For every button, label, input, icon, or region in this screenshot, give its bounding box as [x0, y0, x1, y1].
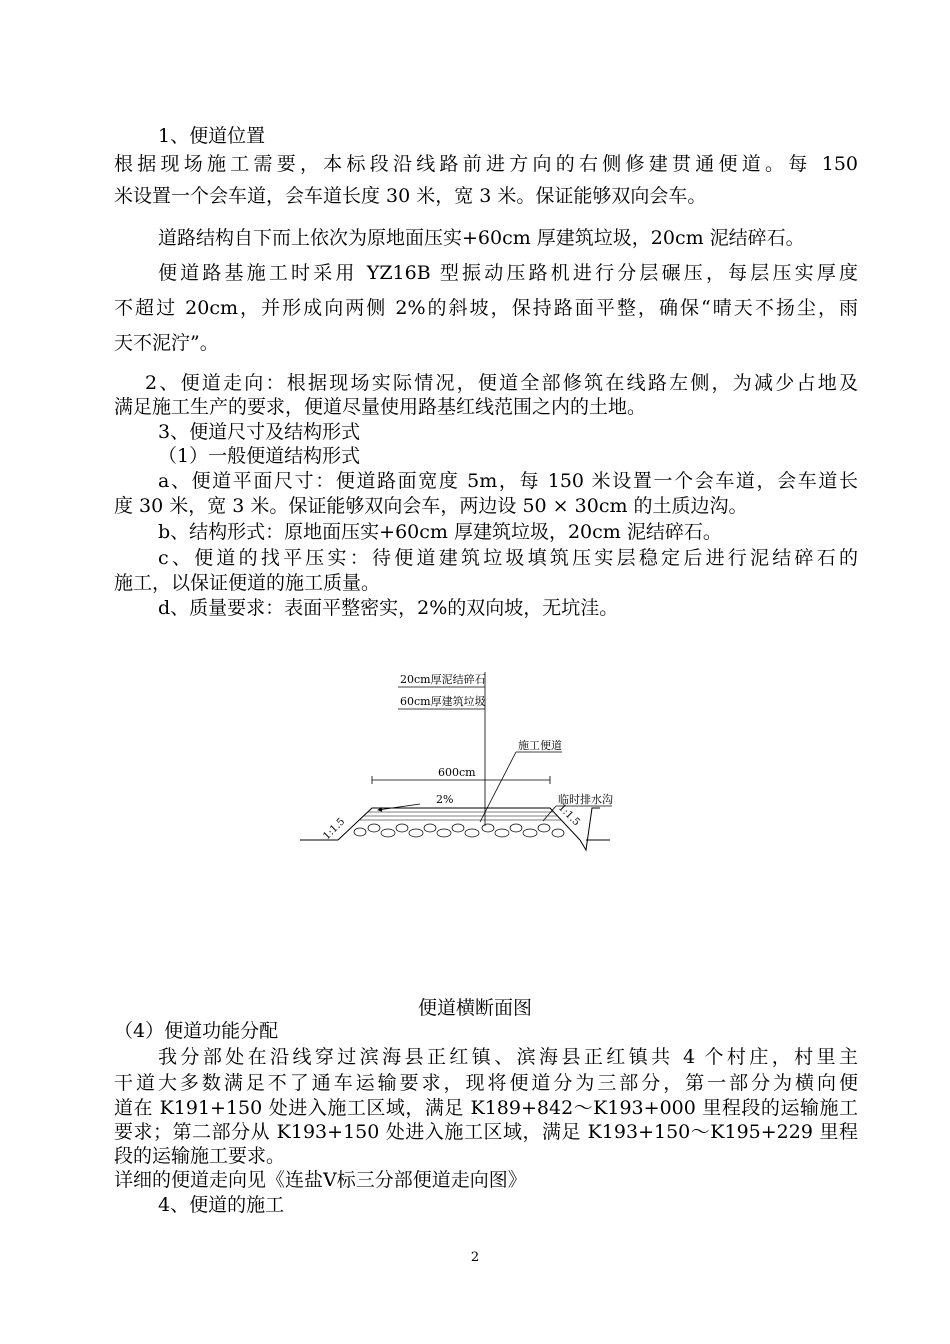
section-1-paragraph-1-line-2: 米设置一个会车道，会车道长度 30 米，宽 3 米。保证能够双向会车。 — [114, 185, 707, 207]
section-1-paragraph-3-line-1: 便道路基施工时采用 YZ16B 型振动压路机进行分层碾压，每层压实厚度 — [158, 262, 858, 284]
label-construction-road: 施工便道 — [518, 739, 562, 752]
item-a-line-1: a、便道平面尺寸：便道路面宽度 5m，每 150 米设置一个会车道，会车道长 — [158, 470, 858, 492]
section-4-line-5: 段的运输施工要求。 — [114, 1145, 286, 1167]
section-1-heading: 1、便道位置 — [158, 125, 266, 147]
label-20cm-gravel: 20cm厚泥结碎石 — [400, 673, 486, 686]
item-c-line-1: c、便道的找平压实：待便道建筑垃圾填筑压实层稳定后进行泥结碎石的 — [158, 547, 858, 569]
ditch-right — [580, 808, 600, 850]
slope-arrow — [378, 804, 420, 810]
label-temporary-ditch: 临时排水沟 — [558, 793, 613, 806]
debris-fill — [354, 824, 564, 837]
label-side-slope-right: 1:1.5 — [555, 802, 582, 829]
section-4-line-1: 我分部处在沿线穿过滨海县正红镇、滨海县正红镇共 4 个村庄，村里主 — [158, 1046, 858, 1068]
section-1-paragraph-3-line-3: 天不泥泞”。 — [114, 332, 219, 354]
road-cross-section-diagram — [296, 662, 616, 862]
page-number: 2 — [470, 1250, 480, 1265]
section-4-line-3: 道在 K191+150 处进入施工区域，满足 K189+842～K193+000 里程段的运输施工 — [114, 1097, 858, 1119]
item-b: b、结构形式：原地面压实+60cm 厚建筑垃圾，20cm 泥结碎石。 — [158, 521, 722, 543]
item-c-line-2: 施工，以保证便道的施工质量。 — [114, 572, 381, 594]
label-slope-2pct: 2% — [436, 793, 454, 806]
label-width-600cm: 600cm — [438, 766, 476, 779]
section-2-line-2: 满足施工生产的要求，便道尽量使用路基红线范围之内的土地。 — [114, 396, 647, 418]
section-1-paragraph-2: 道路结构自下而上依次为原地面压实+60cm 厚建筑垃圾，20cm 泥结碎石。 — [158, 227, 805, 249]
section-4b-heading: 4、便道的施工 — [158, 1194, 285, 1216]
section-1-paragraph-1-line-1: 根据现场施工需要，本标段沿线路前进方向的右侧修建贯通便道。每 150 — [114, 153, 858, 175]
diagram-caption: 便道横断面图 — [417, 997, 532, 1019]
section-2-line-1: 2、便道走向：根据现场实际情况，便道全部修筑在线路左侧，为减少占地及 — [145, 372, 858, 394]
label-side-slope-left: 1:1.5 — [321, 816, 348, 843]
label-60cm-debris: 60cm厚建筑垃圾 — [400, 695, 486, 708]
section-4-line-2: 干道大多数满足不了通车运输要求，现将便道分为三部分，第一部分为横向便 — [114, 1072, 858, 1094]
section-3-heading: 3、便道尺寸及结构形式 — [158, 421, 361, 443]
section-3-subheading: （1）一般便道结构形式 — [158, 445, 361, 467]
section-1-paragraph-3-line-2: 不超过 20cm，并形成向两侧 2%的斜坡，保持路面平整，确保“晴天不扬尘，雨 — [114, 297, 858, 319]
section-4-heading: （4）便道功能分配 — [114, 1020, 279, 1042]
section-4-line-4: 要求；第二部分从 K193+150 处进入施工区域，满足 K193+150～K195+229 里程 — [114, 1121, 858, 1143]
item-a-line-2: 度 30 米，宽 3 米。保证能够双向会车，两边设 50 × 30cm 的土质边沟。 — [114, 495, 748, 517]
section-4-line-6: 详细的便道走向见《连盐Ⅴ标三分部便道走向图》 — [114, 1169, 527, 1191]
item-d: d、质量要求：表面平整密实，2%的双向坡，无坑洼。 — [158, 597, 619, 619]
